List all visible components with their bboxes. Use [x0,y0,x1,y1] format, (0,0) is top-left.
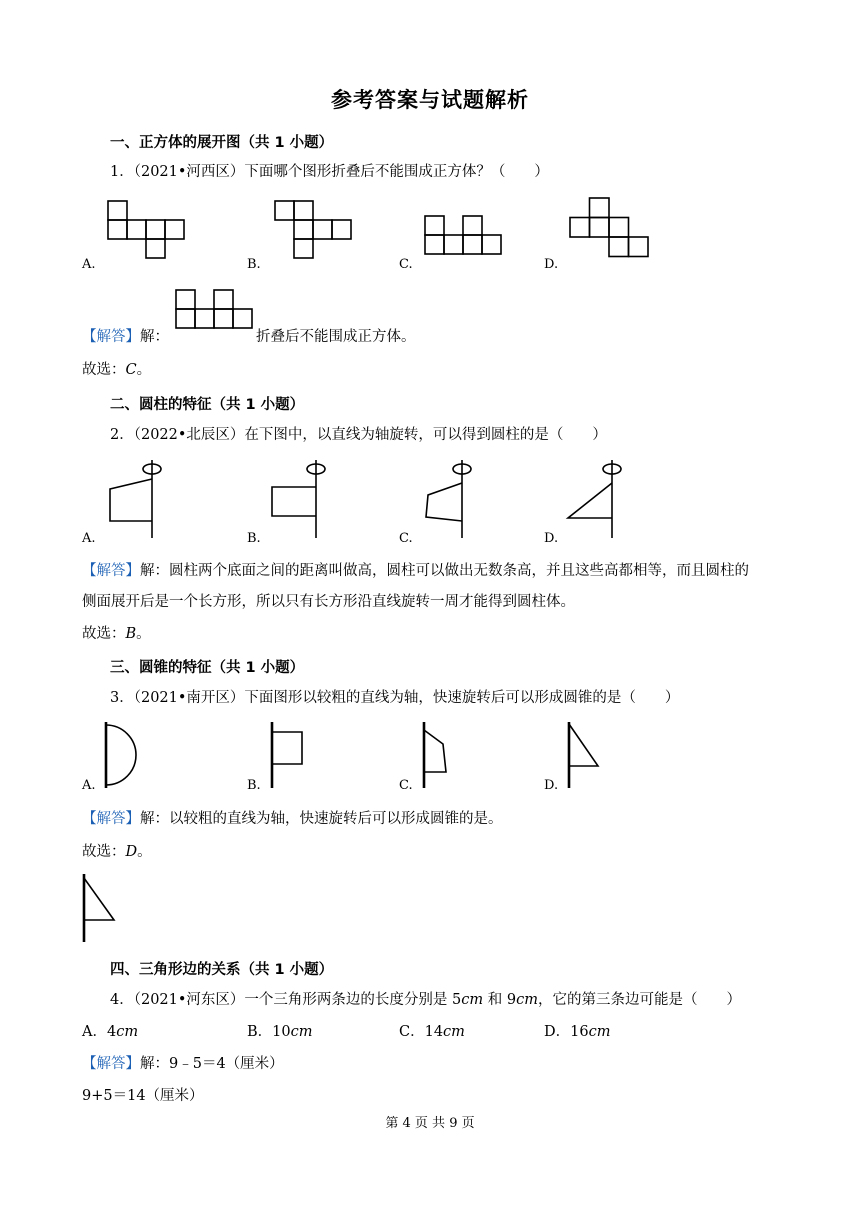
q1-answer-figure [176,290,252,330]
option-d [544,1022,610,1042]
question-4-mid: 和 9 [483,992,517,1008]
q1-figure-d [570,198,648,260]
q2-figure-d [566,458,636,540]
option-b: B. [247,531,261,546]
option-c: C. [399,257,413,272]
answer-1-post: 折叠后不能围成正方体。 [256,329,416,345]
page-footer: 第 4 页 共 9 页 [385,1116,475,1131]
answer-pre: 解： [140,329,169,345]
choice-2 [82,624,151,644]
answer-label: 【解答】 [82,563,140,579]
option-label: B．10 [247,1024,291,1040]
question-4-pre: 4．（2021•河东区）一个三角形两条边的长度分别是 5 [110,992,462,1008]
question-4 [110,990,741,1010]
answer-1 [82,327,169,347]
option-b: B. [247,257,261,272]
option-d: D. [544,531,559,546]
answer-text: 解：9﹣5＝4（厘米） [140,1056,284,1072]
answer-text: 解：圆柱两个底面之间的距离叫做高，圆柱可以做出无数条高，并且这些高都相等，而且圆柱的 [140,563,749,579]
q2-figure-c [422,458,486,540]
section-heading-1: 一、正方体的展开图（共 1 小题） [110,135,334,151]
q1-figure-b [275,201,351,261]
answer-label: 【解答】 [82,811,140,827]
section-heading-3: 三、圆锥的特征（共 1 小题） [110,660,305,676]
unit-cm: cm [516,992,538,1008]
question-1: 1．（2021•河西区）下面哪个图形折叠后不能围成正方体？（ ） [110,164,549,180]
option-c: C. [399,531,413,546]
answer-4-line-2: 9+5＝14（厘米） [82,1088,204,1104]
section-heading-2: 二、圆柱的特征（共 1 小题） [110,397,305,413]
unit-cm: cm [461,992,484,1008]
q3-answer-figure [80,872,120,944]
option-a: A. [82,257,96,272]
choice-prefix: 故选： [82,626,126,642]
q2-figure-b [272,458,336,540]
option-b: B. [247,778,261,793]
answer-2-line-2: 侧面展开后是一个长方形，所以只有长方形沿直线旋转一周才能得到圆柱体。 [82,594,575,610]
choice-letter: D [125,844,138,860]
choice-prefix: 故选： [82,844,126,860]
q1-figure-a [108,201,184,261]
q3-figure-a [102,720,142,790]
q3-figure-d [565,720,605,790]
question-3: 3．（2021•南开区）下面图形以较粗的直线为轴，快速旋转后可以形成圆锥的是（ ） [110,690,680,706]
q2-figure-a [104,458,168,540]
option-a [82,1022,138,1042]
option-c: C. [399,778,413,793]
q3-figure-b [268,720,308,790]
option-a: A. [82,778,96,793]
answer-4-line-1 [82,1054,284,1074]
option-unit: cm [290,1024,313,1040]
option-label: C．14 [399,1024,444,1040]
option-d: D. [544,257,559,272]
page-title: 参考答案与试题解析 [331,88,529,112]
choice-suffix: 。 [136,626,151,642]
option-unit: cm [116,1024,139,1040]
answer-3 [82,809,503,829]
choice-3 [82,842,152,862]
choice-prefix: 故选： [82,362,126,378]
option-b [247,1022,312,1042]
choice-letter: B [125,626,137,642]
question-2: 2．（2022•北辰区）在下图中，以直线为轴旋转，可以得到圆柱的是（ ） [110,427,607,443]
q1-figure-c [425,216,501,256]
option-a: A. [82,531,96,546]
answer-label: 【解答】 [82,1056,140,1072]
answer-label: 【解答】 [82,329,140,345]
option-unit: cm [443,1024,465,1040]
option-c [399,1022,465,1042]
option-label: D．16 [544,1024,589,1040]
choice-letter: C [125,362,137,378]
section-heading-4: 四、三角形边的关系（共 1 小题） [110,962,334,978]
answer-text: 解：以较粗的直线为轴，快速旋转后可以形成圆锥的是。 [140,811,503,827]
choice-suffix: 。 [137,844,152,860]
q3-figure-c [420,720,460,790]
question-4-post: ，它的第三条边可能是（ ） [537,992,741,1008]
answer-2-line-1 [82,561,749,581]
choice-suffix: 。 [136,362,152,378]
option-d: D. [544,778,559,793]
option-unit: cm [588,1024,611,1040]
option-label: A．4 [82,1024,117,1040]
choice-1 [82,360,151,380]
